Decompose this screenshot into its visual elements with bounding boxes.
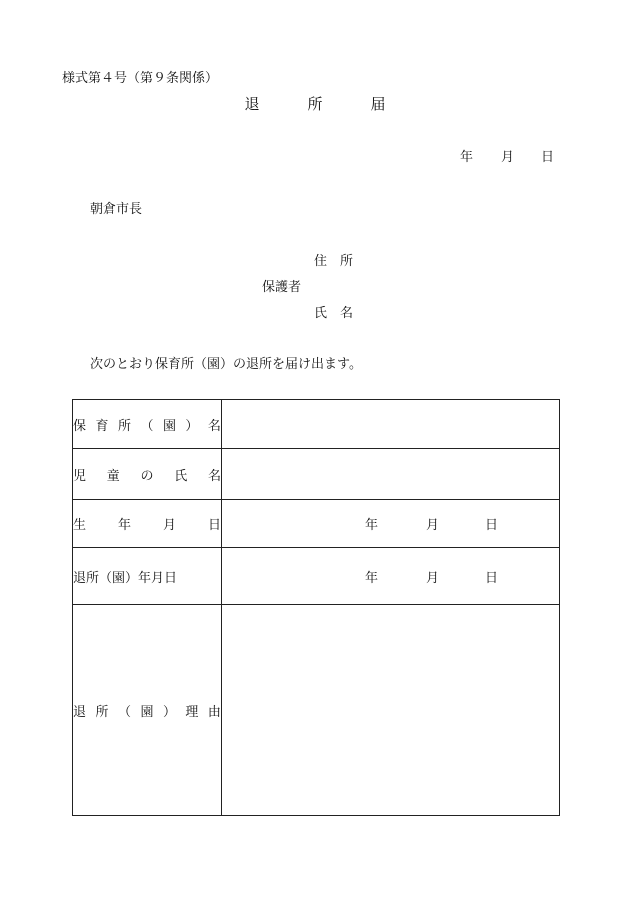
nursery-name-label (73, 400, 222, 449)
birth-date-field[interactable] (222, 500, 560, 548)
label-char: 生 (73, 518, 87, 533)
title-char: 所 (307, 95, 323, 113)
birth-date-label (73, 500, 222, 548)
table-row (73, 400, 560, 449)
label-char: （ (140, 418, 154, 434)
label-char: の (140, 468, 154, 484)
notice-text: 次のとおり保育所（園）の退所を届け出ます。 (90, 357, 362, 372)
label-char: 育 (95, 418, 109, 434)
day-label: 日 (541, 150, 555, 165)
table-row (73, 605, 560, 816)
month-label: 月 (426, 570, 440, 586)
label-char: ） (162, 704, 176, 720)
month-label: 月 (501, 150, 515, 165)
label-text: 退所（園）年月日 (73, 570, 178, 586)
form-number: 様式第４号（第９条関係） (62, 71, 219, 86)
label-char: 理 (185, 704, 199, 720)
label-char: （ (117, 704, 131, 720)
table-row (73, 548, 560, 605)
month-label: 月 (426, 518, 440, 533)
table-row (73, 500, 560, 548)
label-char: 園 (140, 704, 154, 720)
label-char: 日 (207, 518, 221, 533)
label-char: 所 (117, 418, 131, 434)
address-label: 住 所 (314, 254, 354, 269)
label-char: 所 (95, 704, 109, 720)
year-label: 年 (365, 518, 379, 533)
child-name-label (73, 449, 222, 500)
year-label: 年 (365, 570, 379, 586)
submission-date (460, 146, 554, 165)
label-char: 氏 (174, 468, 188, 484)
label-char: 由 (207, 704, 221, 720)
table-row (73, 449, 560, 500)
year-label: 年 (460, 150, 474, 165)
addressee: 朝倉市長 (90, 202, 143, 217)
title-char: 届 (370, 95, 386, 113)
withdrawal-date-label (73, 548, 222, 605)
label-char: ） (185, 418, 199, 434)
document-title (0, 93, 630, 114)
withdrawal-reason-field[interactable] (222, 605, 560, 816)
withdrawal-form-table (72, 399, 560, 816)
label-char: 退 (73, 704, 87, 720)
name-label: 氏 名 (314, 306, 354, 321)
day-label: 日 (485, 570, 499, 586)
withdrawal-reason-label (73, 605, 222, 816)
label-char: 月 (162, 518, 176, 533)
label-char: 年 (117, 518, 131, 533)
withdrawal-date-field[interactable] (222, 548, 560, 605)
label-char: 児 (73, 468, 87, 484)
label-char: 名 (207, 418, 221, 434)
child-name-field[interactable] (222, 449, 560, 500)
label-char: 保 (73, 418, 87, 434)
label-char: 名 (207, 468, 221, 484)
nursery-name-field[interactable] (222, 400, 560, 449)
label-char: 園 (162, 418, 176, 434)
guardian-label: 保護者 (262, 280, 302, 295)
day-label: 日 (485, 518, 499, 533)
label-char: 童 (106, 468, 120, 484)
title-char: 退 (244, 95, 260, 113)
